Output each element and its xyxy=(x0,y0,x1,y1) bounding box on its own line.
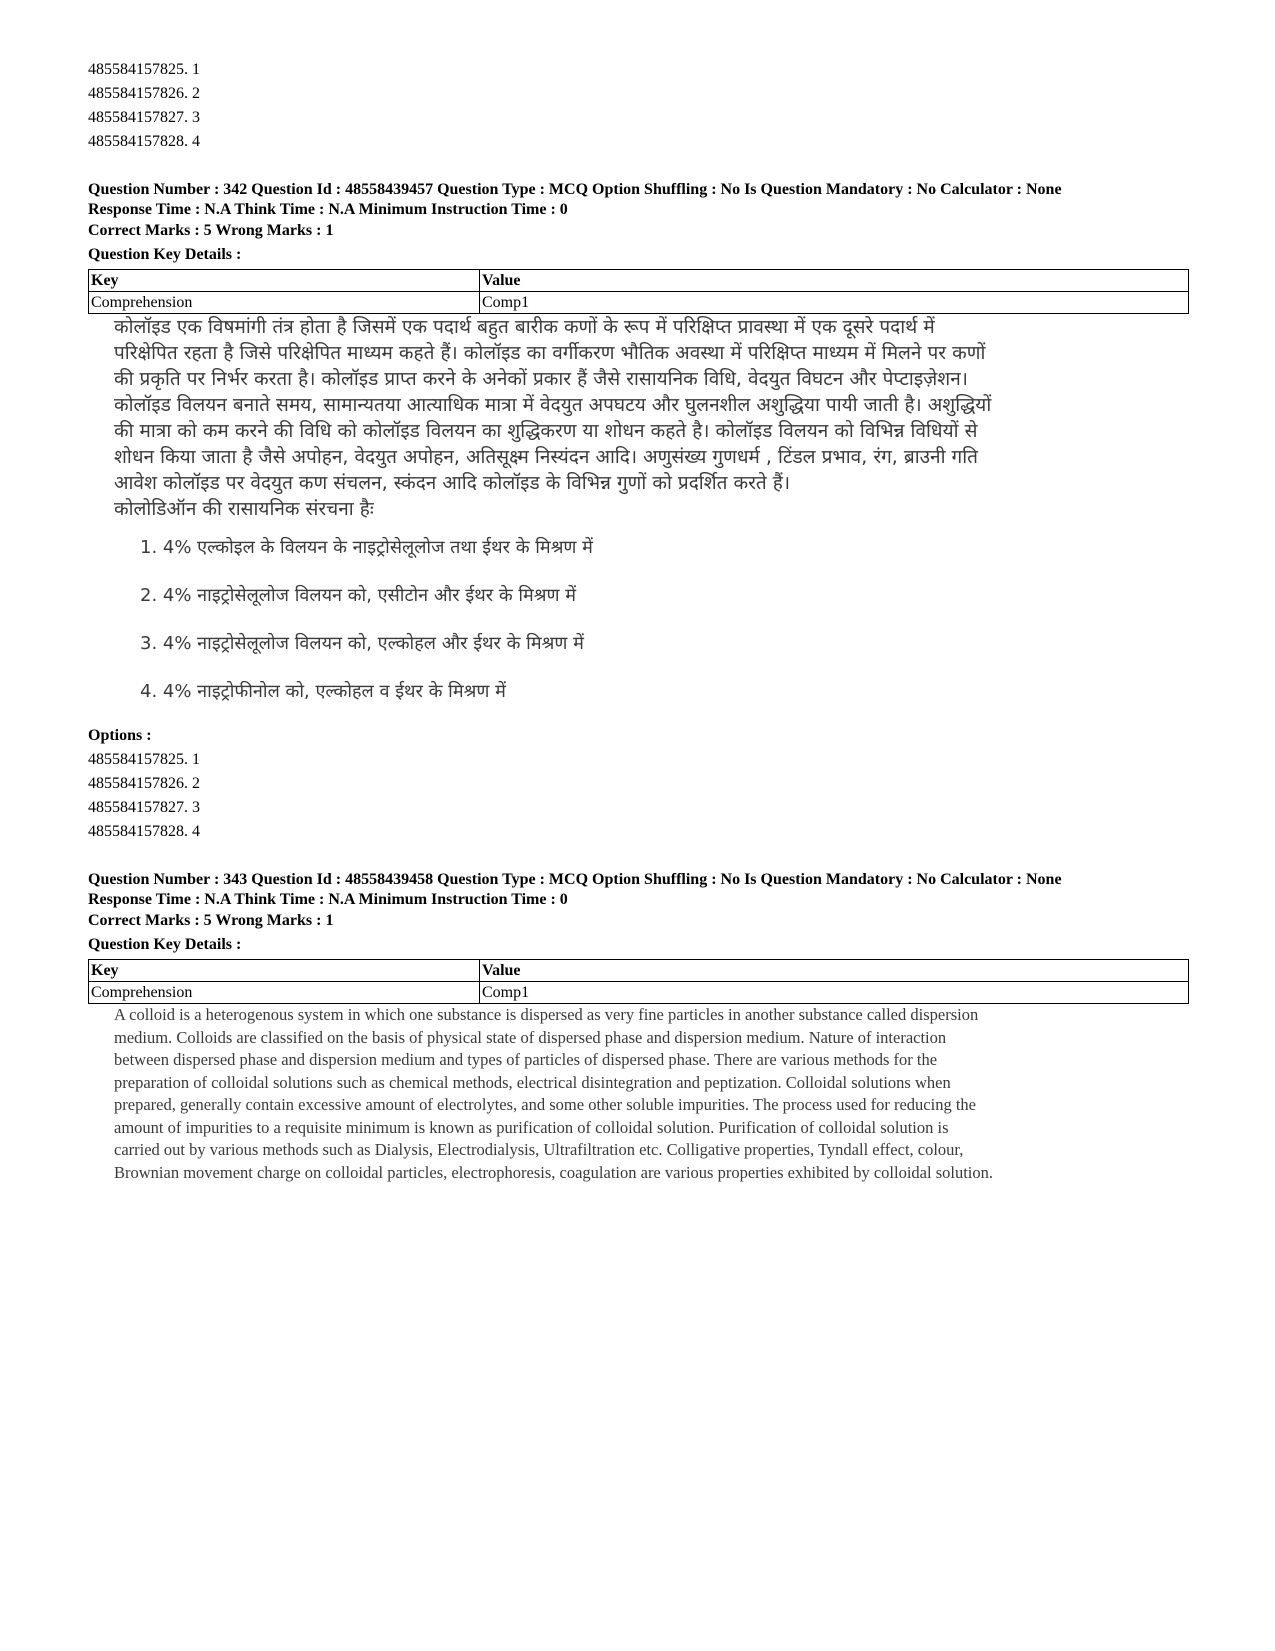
table-cell-key: Comprehension xyxy=(89,292,480,314)
option-line: 485584157828. 4 xyxy=(88,133,200,150)
table-header-key: Key xyxy=(89,270,480,292)
table-header-key: Key xyxy=(89,960,480,982)
option-line: 485584157828. 4 xyxy=(88,823,200,840)
option-line: 485584157825. 1 xyxy=(88,61,200,78)
choice-item: 2. 4% नाइट्रोसेलूलोज विलयन को, एसीटोन और ईथर के मिश्रण में xyxy=(140,585,577,606)
question-key-table xyxy=(88,269,1189,314)
table-row xyxy=(89,982,1189,1004)
question-marks: Correct Marks : 5 Wrong Marks : 1 xyxy=(88,222,334,239)
question-342 xyxy=(88,180,1188,844)
question-header-line1: Question Number : 342 Question Id : 48558439457 Question Type : MCQ Option Shuffling : No Is Question Mandatory : No Calculator : None xyxy=(88,181,1062,198)
question-key-table xyxy=(88,959,1189,1004)
question-header-line2: Response Time : N.A Think Time : N.A Minimum Instruction Time : 0 xyxy=(88,891,568,908)
choice-item: 4. 4% नाइट्रोफीनोल को, एल्कोहल व ईथर के मिश्रण में xyxy=(140,681,506,702)
options-label: Options : xyxy=(88,727,152,744)
choice-list xyxy=(140,536,1188,704)
choice-item: 1. 4% एल्कोइल के विलयन के नाइट्रोसेलूलोज तथा ईथर के मिश्रण में xyxy=(140,537,593,558)
table-row xyxy=(89,292,1189,314)
choice-item: 3. 4% नाइट्रोसेलूलोज विलयन को, एल्कोहल और ईथर के मिश्रण में xyxy=(140,633,584,654)
question-text-hindi: कोलोडिऑन की रासायनिक संरचना हैः xyxy=(114,498,374,520)
option-line: 485584157826. 2 xyxy=(88,775,200,792)
table-header-value: Value xyxy=(480,960,1189,982)
previous-options-list xyxy=(88,58,1188,154)
question-key-details-label: Question Key Details : xyxy=(88,246,242,263)
question-image-english xyxy=(114,1004,1188,1184)
question-image-hindi xyxy=(114,314,1188,704)
table-header-row xyxy=(89,960,1189,982)
table-header-value: Value xyxy=(480,270,1189,292)
option-line: 485584157827. 3 xyxy=(88,109,200,126)
document-page xyxy=(88,58,1188,1184)
table-cell-key: Comprehension xyxy=(89,982,480,1004)
table-cell-value: Comp1 xyxy=(480,292,1189,314)
comprehension-passage-english: A colloid is a heterogenous system in which one substance is dispersed as very fine particles in another substance called dispersion medium. Colloids are classified on the basis of physical state of dispersed phase and dispersion medium. Nature of interaction between dispersed phase and dispersion medium and types of particles of dispersed phase. There are various methods for the preparation of colloidal solutions such as chemical methods, electrical disintegration and peptization. Colloidal solutions when prepared, generally contain excessive amount of electrolytes, and some other soluble impurities. The process used for reducing the amount of impurities to a requisite minimum is known as purification of colloidal solution. Purification of colloidal solution is carried out by various methods such as Dialysis, Electrodialysis, Ultrafiltration etc. Colligative properties, Tyndall effect, colour, Brownian movement charge on colloidal particles, electrophoresis, coagulation are various properties exhibited by colloidal solution. xyxy=(114,1005,993,1182)
option-line: 485584157827. 3 xyxy=(88,799,200,816)
table-header-row xyxy=(89,270,1189,292)
comprehension-passage-hindi: कोलॉइड एक विषमांगी तंत्र होता है जिसमें एक पदार्थ बहुत बारीक कणों के रूप में परिक्षिप्त प्रावस्था में एक दूसरे पदार्थ में परिक्षेपित रहता है जिसे परिक्षेपित माध्यम कहते हैं। कोलॉइड का वर्गीकरण भौतिक अवस्था में परिक्षिप्त माध्यम में मिलने पर कणों की प्रकृति पर निर्भर करता है। कोलॉइड प्राप्त करने के अनेकों प्रकार हैं जैसे रासायनिक विधि, वेदयुत विघटन और पेप्टाइज़ेशन। कोलॉइड विलयन बनाते समय, सामान्यतया आत्याधिक मात्रा में वेदयुत अपघटय और घुलनशील अशुद्धिया पायी जाती है। अशुद्धियों की मात्रा को कम करने की विधि को कोलॉइड विलयन का शुद्धिकरण या शोधन कहते है। कोलॉइड विलयन को विभिन्न विधियों से शोधन किया जाता है जैसे अपोहन, वेदयुत अपोहन, अतिसूक्ष्म निस्यंदन आदि। अणुसंख्य गुणधर्म , टिंडल प्रभाव, रंग, ब्राउनी गति आवेश कोलॉइड पर वेदयुत कण संचलन, स्कंदन आदि कोलॉइड के विभिन्न गुणों को प्रदर्शित करते हैं। xyxy=(114,316,992,494)
question-key-details-label: Question Key Details : xyxy=(88,936,242,953)
question-marks: Correct Marks : 5 Wrong Marks : 1 xyxy=(88,912,334,929)
question-header-line1: Question Number : 343 Question Id : 48558439458 Question Type : MCQ Option Shuffling : No Is Question Mandatory : No Calculator : None xyxy=(88,871,1062,888)
question-header-line2: Response Time : N.A Think Time : N.A Minimum Instruction Time : 0 xyxy=(88,201,568,218)
table-cell-value: Comp1 xyxy=(480,982,1189,1004)
options-list xyxy=(88,748,1188,844)
question-343 xyxy=(88,870,1188,1184)
option-line: 485584157826. 2 xyxy=(88,85,200,102)
option-line: 485584157825. 1 xyxy=(88,751,200,768)
